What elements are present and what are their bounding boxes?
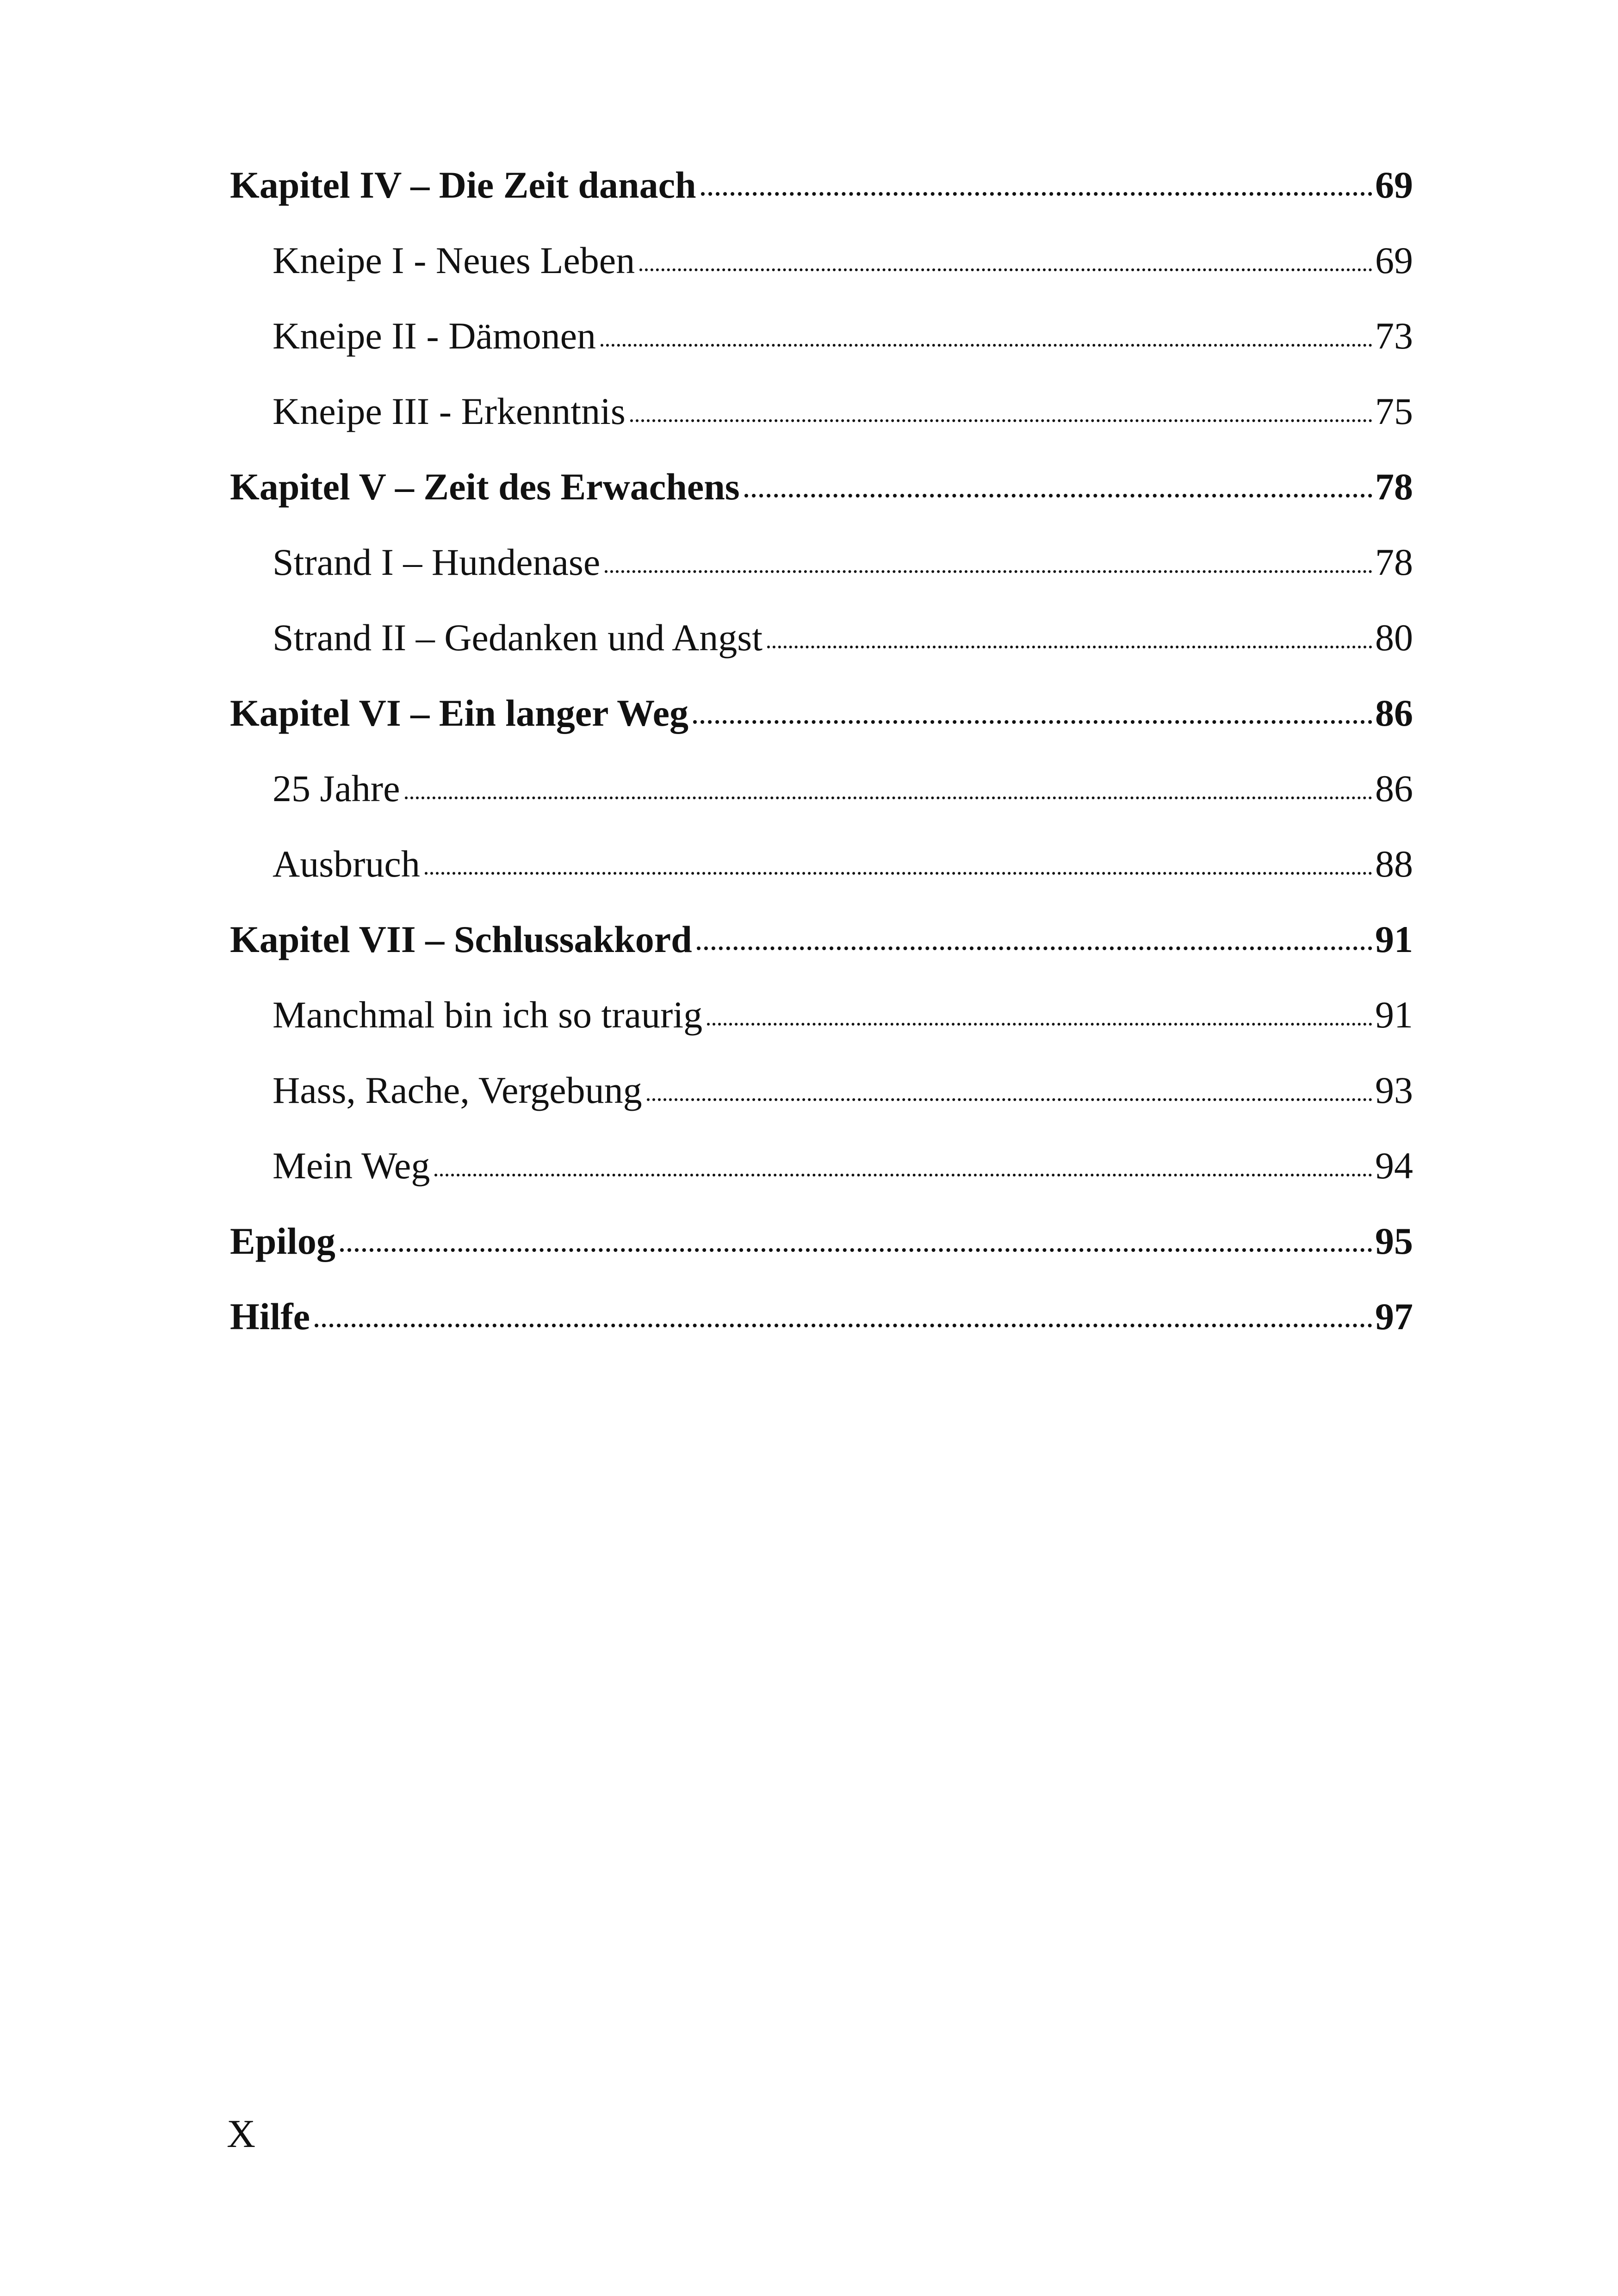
toc-dot-leader — [707, 1023, 1372, 1026]
toc-chapter-entry[interactable] — [230, 1279, 1413, 1354]
toc-entry-title: Kapitel VII – Schlussakkord — [230, 918, 692, 960]
toc-entry-title: Kapitel VI – Ein langer Weg — [230, 692, 688, 734]
toc-entry-page: 93 — [1375, 1069, 1413, 1111]
toc-dot-leader — [744, 494, 1372, 498]
toc-entry-page: 78 — [1375, 541, 1413, 583]
toc-section-entry[interactable] — [230, 524, 1413, 600]
toc-entry-page: 69 — [1375, 164, 1413, 206]
toc-dot-leader — [701, 192, 1372, 196]
toc-section-entry[interactable] — [230, 298, 1413, 373]
toc-section-entry[interactable] — [230, 373, 1413, 449]
toc-dot-leader — [767, 646, 1372, 648]
toc-chapter-entry[interactable] — [230, 147, 1413, 223]
toc-dot-leader — [405, 796, 1372, 799]
toc-entry-page: 80 — [1375, 616, 1413, 659]
toc-entry-title: Kneipe I - Neues Leben — [273, 239, 635, 281]
toc-dot-leader — [601, 344, 1372, 347]
toc-entry-title: Hass, Rache, Vergebung — [273, 1069, 642, 1111]
toc-section-entry[interactable] — [230, 826, 1413, 902]
toc-entry-title: Ausbruch — [273, 843, 420, 885]
table-of-contents — [230, 147, 1413, 1354]
toc-entry-title: Kapitel IV – Die Zeit danach — [230, 164, 696, 206]
toc-entry-title: Hilfe — [230, 1295, 310, 1338]
toc-entry-title: Kneipe III - Erkenntnis — [273, 390, 626, 432]
toc-entry-page: 86 — [1375, 767, 1413, 809]
toc-section-entry[interactable] — [230, 751, 1413, 826]
toc-chapter-entry[interactable] — [230, 902, 1413, 977]
toc-entry-page: 78 — [1375, 466, 1413, 508]
toc-section-entry[interactable] — [230, 600, 1413, 675]
toc-entry-page: 86 — [1375, 692, 1413, 734]
toc-section-entry[interactable] — [230, 223, 1413, 298]
toc-entry-page: 94 — [1375, 1145, 1413, 1187]
toc-dot-leader — [434, 1174, 1372, 1176]
toc-entry-page: 88 — [1375, 843, 1413, 885]
toc-entry-page: 75 — [1375, 390, 1413, 432]
toc-chapter-entry[interactable] — [230, 675, 1413, 751]
toc-entry-title: Strand I – Hundenase — [273, 541, 601, 583]
toc-chapter-entry[interactable] — [230, 1203, 1413, 1279]
toc-section-entry[interactable] — [230, 1128, 1413, 1203]
toc-section-entry[interactable] — [230, 1052, 1413, 1128]
toc-section-entry[interactable] — [230, 977, 1413, 1052]
toc-entry-title: Manchmal bin ich so traurig — [273, 994, 703, 1036]
toc-dot-leader — [425, 872, 1372, 875]
toc-entry-title: Strand II – Gedanken und Angst — [273, 616, 763, 659]
toc-entry-title: Kapitel V – Zeit des Erwachens — [230, 466, 740, 508]
page-number: X — [227, 2111, 256, 2156]
toc-dot-leader — [340, 1248, 1372, 1252]
toc-entry-page: 95 — [1375, 1220, 1413, 1262]
toc-entry-page: 97 — [1375, 1295, 1413, 1338]
toc-entry-page: 91 — [1375, 994, 1413, 1036]
toc-dot-leader — [605, 570, 1372, 573]
toc-entry-title: 25 Jahre — [273, 767, 400, 809]
toc-entry-page: 91 — [1375, 918, 1413, 960]
toc-dot-leader — [630, 419, 1372, 422]
toc-entry-title: Epilog — [230, 1220, 335, 1262]
toc-dot-leader — [693, 720, 1372, 724]
toc-entry-title: Mein Weg — [273, 1145, 430, 1187]
toc-entry-page: 69 — [1375, 239, 1413, 281]
toc-entry-page: 73 — [1375, 315, 1413, 357]
toc-dot-leader — [315, 1324, 1372, 1327]
toc-dot-leader — [697, 946, 1372, 950]
toc-dot-leader — [639, 268, 1372, 271]
toc-entry-title: Kneipe II - Dämonen — [273, 315, 596, 357]
toc-chapter-entry[interactable] — [230, 449, 1413, 524]
toc-dot-leader — [647, 1098, 1372, 1101]
